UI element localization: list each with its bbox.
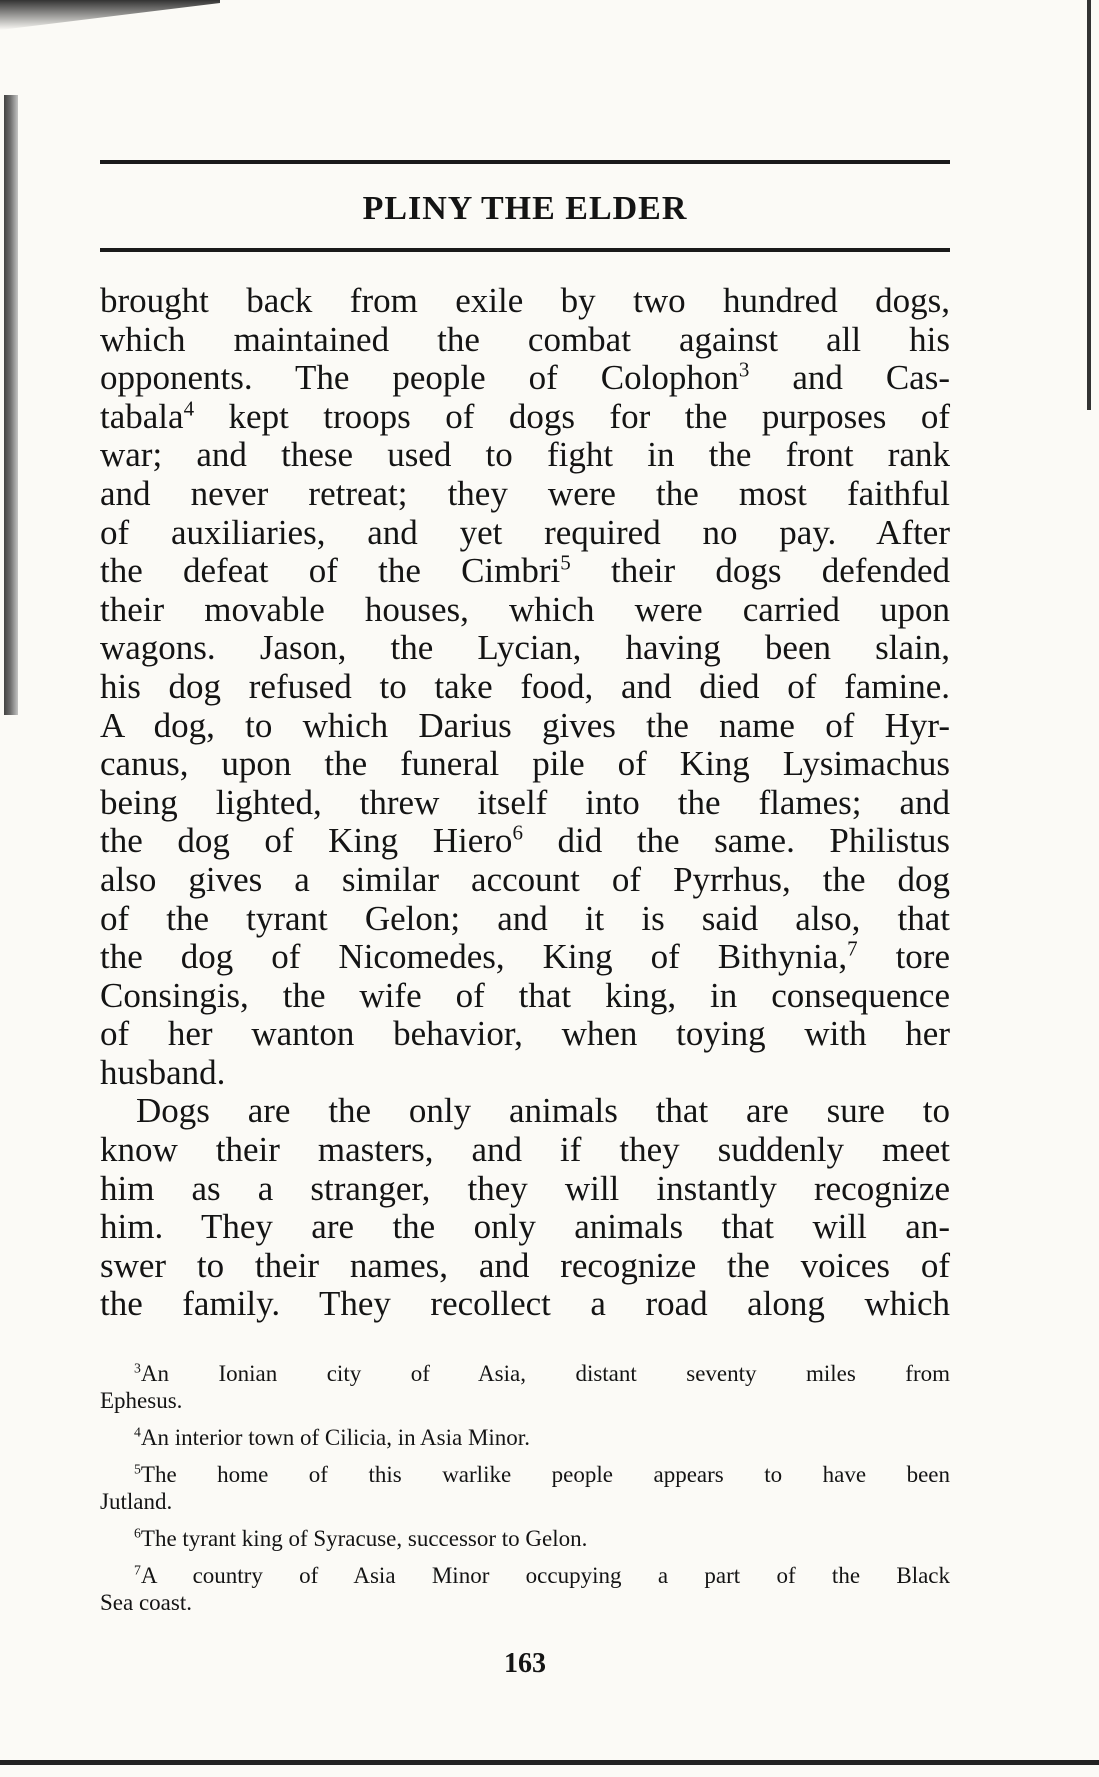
page-number: 163 bbox=[504, 1648, 546, 1679]
body-line: the dog of King Hiero$^6$ did the same. Philistus bbox=[100, 820, 951, 861]
footnote-ref[interactable]: 4 bbox=[183, 396, 195, 421]
body-line: wagons. Jason, the Lycian, having been slain, bbox=[100, 628, 950, 668]
body-line: being lighted, threw itself into the flames; and bbox=[100, 782, 950, 822]
body-line: opponents. The people of Colophon$^3$ and Cas- bbox=[100, 357, 950, 398]
body-line: their movable houses, which were carried upon bbox=[100, 589, 950, 629]
body-line: canus, upon the funeral pile of King Lysimachus bbox=[100, 744, 950, 784]
body-line: his dog refused to take food, and died of famine. bbox=[100, 666, 950, 706]
footnote-number: 3 bbox=[134, 1360, 141, 1376]
footnote-ref[interactable]: 3 bbox=[738, 357, 750, 382]
footnote-number: 6 bbox=[134, 1525, 141, 1541]
body-line: know their masters, and if they suddenly meet bbox=[100, 1130, 950, 1170]
body-line: of her wanton behavior, when toying with her bbox=[100, 1014, 950, 1054]
footnote-line: $^7$A country of Asia Minor occupying a part of the Black bbox=[134, 1562, 950, 1588]
body-line: Consingis, the wife of that king, in consequence bbox=[100, 975, 950, 1015]
body-line: war; and these used to fight in the front rank bbox=[100, 435, 950, 475]
body-line: the family. They recollect a road along which bbox=[100, 1284, 950, 1324]
footnote bbox=[100, 1525, 950, 1552]
body-line: which maintained the combat against all his bbox=[100, 319, 950, 359]
body-line: the defeat of the Cimbri$^5$ their dogs defended bbox=[100, 550, 950, 591]
footnotes bbox=[100, 1360, 950, 1626]
footnote-line: $^6$The tyrant king of Syracuse, successor to Gelon. bbox=[134, 1525, 588, 1551]
footnote bbox=[100, 1562, 950, 1616]
footnote-line: Sea coast. bbox=[100, 1590, 192, 1615]
footnote bbox=[100, 1461, 950, 1515]
footnote bbox=[100, 1360, 950, 1414]
body-line: Dogs are the only animals that are sure to bbox=[136, 1091, 950, 1131]
running-head: PLINY THE ELDER bbox=[362, 190, 688, 227]
body-line: him as a stranger, they will instantly recognize bbox=[100, 1168, 950, 1208]
footnote-number: 5 bbox=[134, 1461, 141, 1477]
scan-edge-right bbox=[1087, 0, 1091, 410]
footnote-line: $^4$An interior town of Cilicia, in Asia Minor. bbox=[134, 1424, 530, 1450]
footnote-line: $^5$The home of this warlike people appears to have been bbox=[134, 1461, 950, 1487]
footnote-number: 4 bbox=[134, 1424, 141, 1440]
body-line: A dog, to which Darius gives the name of Hyr- bbox=[100, 705, 950, 745]
body-line: husband. bbox=[100, 1052, 226, 1092]
scan-edge-top bbox=[0, 0, 220, 30]
body-text bbox=[100, 282, 950, 1324]
header-rule-top bbox=[100, 160, 950, 164]
body-line: and never retreat; they were the most faithful bbox=[100, 473, 950, 513]
footnote bbox=[100, 1424, 950, 1451]
header-rule-bottom bbox=[100, 248, 950, 252]
body-line: of the tyrant Gelon; and it is said also, that bbox=[100, 898, 950, 938]
footnote-line: Jutland. bbox=[100, 1489, 173, 1514]
body-line: swer to their names, and recognize the voices of bbox=[100, 1245, 950, 1285]
footnote-number: 7 bbox=[134, 1562, 141, 1578]
body-line: of auxiliaries, and yet required no pay. After bbox=[100, 512, 950, 552]
body-line: the dog of Nicomedes, King of Bithynia,$^7$ tore bbox=[100, 936, 950, 977]
body-line: also gives a similar account of Pyrrhus, the dog bbox=[100, 859, 950, 899]
scan-binding-shadow bbox=[4, 95, 18, 715]
body-line: brought back from exile by two hundred dogs, bbox=[100, 281, 950, 320]
body-line: him. They are the only animals that will an- bbox=[100, 1207, 950, 1247]
footnote-ref[interactable]: 6 bbox=[512, 820, 523, 845]
footnote-line: Ephesus. bbox=[100, 1388, 183, 1413]
footnote-ref[interactable]: 5 bbox=[560, 550, 571, 575]
scan-edge-bottom bbox=[0, 1760, 1099, 1765]
body-line: tabala$^4$ kept troops of dogs for the purposes of bbox=[100, 396, 950, 436]
footnote-ref[interactable]: 7 bbox=[847, 936, 858, 961]
footnote-line: $^3$An Ionian city of Asia, distant seventy miles from bbox=[134, 1360, 950, 1386]
